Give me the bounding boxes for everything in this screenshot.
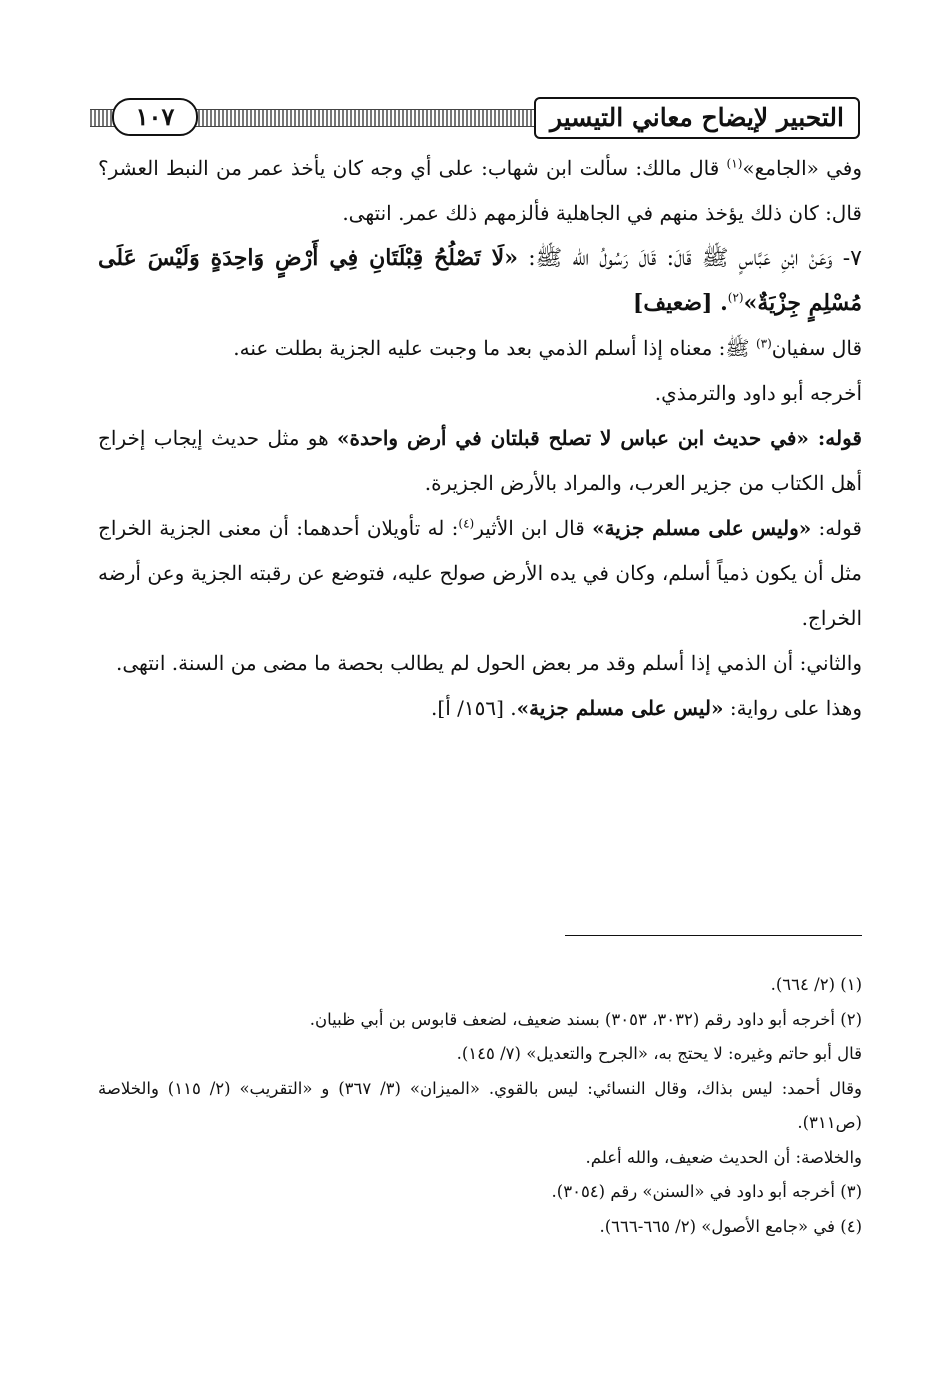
page-number: ١٠٧ xyxy=(112,98,198,136)
paragraph-commentary-2 xyxy=(98,506,862,641)
footnote-ref-3: (٣) xyxy=(755,336,772,351)
commentary-label: قوله: «في حديث ابن عباس لا تصلح قبلتان في أرض واحدة» xyxy=(337,426,862,450)
footnote-line: قال أبو حاتم وغيره: لا يحتج به، «الجرح والتعديل» (٧/ ١٤٥). xyxy=(456,1044,862,1063)
footnote-line: (٣) أخرجه أبو داود في «السنن» رقم (٣٠٥٤). xyxy=(551,1182,862,1201)
footnote-ref-4: (٤) xyxy=(458,516,475,531)
footnote-line: (٢) أخرجه أبو داود رقم (٣٠٣٢، ٣٠٥٣) بسند ضعيف، لضعف قابوس بن أبي ظبيان. xyxy=(309,1009,862,1029)
paragraph-narration xyxy=(98,686,862,731)
hadith-text: «لَا تَصْلُحُ قِبْلَتَانِ فِي أَرْضٍ وَاحِدَةٍ وَلَيْسَ عَلَى مُسْلِمٍ جِزْيَةٌ» xyxy=(98,245,862,316)
text: وفي «الجامع» xyxy=(742,156,862,180)
text: ﷺ: معناه إذا أسلم الذمي بعد ما وجبت عليه الجزية بطلت عنه. xyxy=(233,336,756,360)
page-header xyxy=(90,95,860,139)
footnote-line: (٤) في «جامع الأصول» (٢/ ٦٦٥-٦٦٦). xyxy=(599,1216,862,1236)
main-text xyxy=(98,146,862,731)
hadith-grade: . [ضعيف] xyxy=(632,290,728,316)
footnote-line: والخلاصة: أن الحديث ضعيف، والله أعلم. xyxy=(585,1147,862,1167)
text: وهذا على رواية: xyxy=(723,696,862,720)
paragraph-jami xyxy=(98,146,862,236)
footnote-ref-1: (١) xyxy=(726,156,743,171)
paragraph-second-interpretation: والثاني: أن الذمي إذا أسلم وقد مر بعض الحول لم يطالب بحصة ما مضى من السنة. انتهى. xyxy=(115,651,862,675)
text: قال سفيان xyxy=(771,336,862,360)
text: قوله: xyxy=(811,516,862,540)
hadith-paragraph xyxy=(98,236,862,326)
text: هو مثل حديث إيجاب إخراج أهل الكتاب من جزير العرب، والمراد بالأرض الجزيرة. xyxy=(98,426,862,495)
footnote-separator xyxy=(565,935,862,936)
paragraph-takhrij: أخرجه أبو داود والترمذي. xyxy=(654,381,862,405)
narration-quote: «ليس على مسلم جزية» xyxy=(516,696,724,720)
hadith-intro: ٧- وَعَنْ ابْنِ عَبَّاسٍ ﷺ قَالَ: قَالَ رَسُولُ الله ﷺ: xyxy=(517,246,862,271)
text: . [١٥٦/ أ]. xyxy=(431,696,517,720)
footnote-ref-2: (٢) xyxy=(727,290,744,305)
commentary-quote: «وليس على مسلم جزية» xyxy=(592,516,812,540)
footnote-line: (١) (٢/ ٦٦٤). xyxy=(770,975,862,994)
footnote-line: وقال أحمد: ليس بذاك، وقال النسائي: ليس بالقوي. «الميزان» (٣/ ٣٦٧) و «التقريب» (٢/ ١١٥) والخلاصة (ص٣١١). xyxy=(98,1078,862,1132)
footnotes xyxy=(98,968,862,1244)
book-title: التحبير لإيضاح معاني التيسير xyxy=(534,97,860,139)
text: قال ابن الأثير xyxy=(474,516,593,540)
text: : له تأويلان أحدهما: أن معنى الجزية الخراج مثل أن يكون ذمياً أسلم، وكان في يده الأرض صولح عليه، فتوضع عن رقبته الجزية وعن أرضه الخراج. xyxy=(98,516,862,630)
paragraph-commentary-1 xyxy=(98,416,862,506)
text: قال مالك: سألت ابن شهاب: على أي وجه كان يأخذ عمر من النبط العشر؟ قال: كان ذلك يؤخذ منهم في الجاهلية فألزمهم ذلك عمر. انتهى. xyxy=(98,156,862,225)
paragraph-sufyan xyxy=(98,326,862,371)
